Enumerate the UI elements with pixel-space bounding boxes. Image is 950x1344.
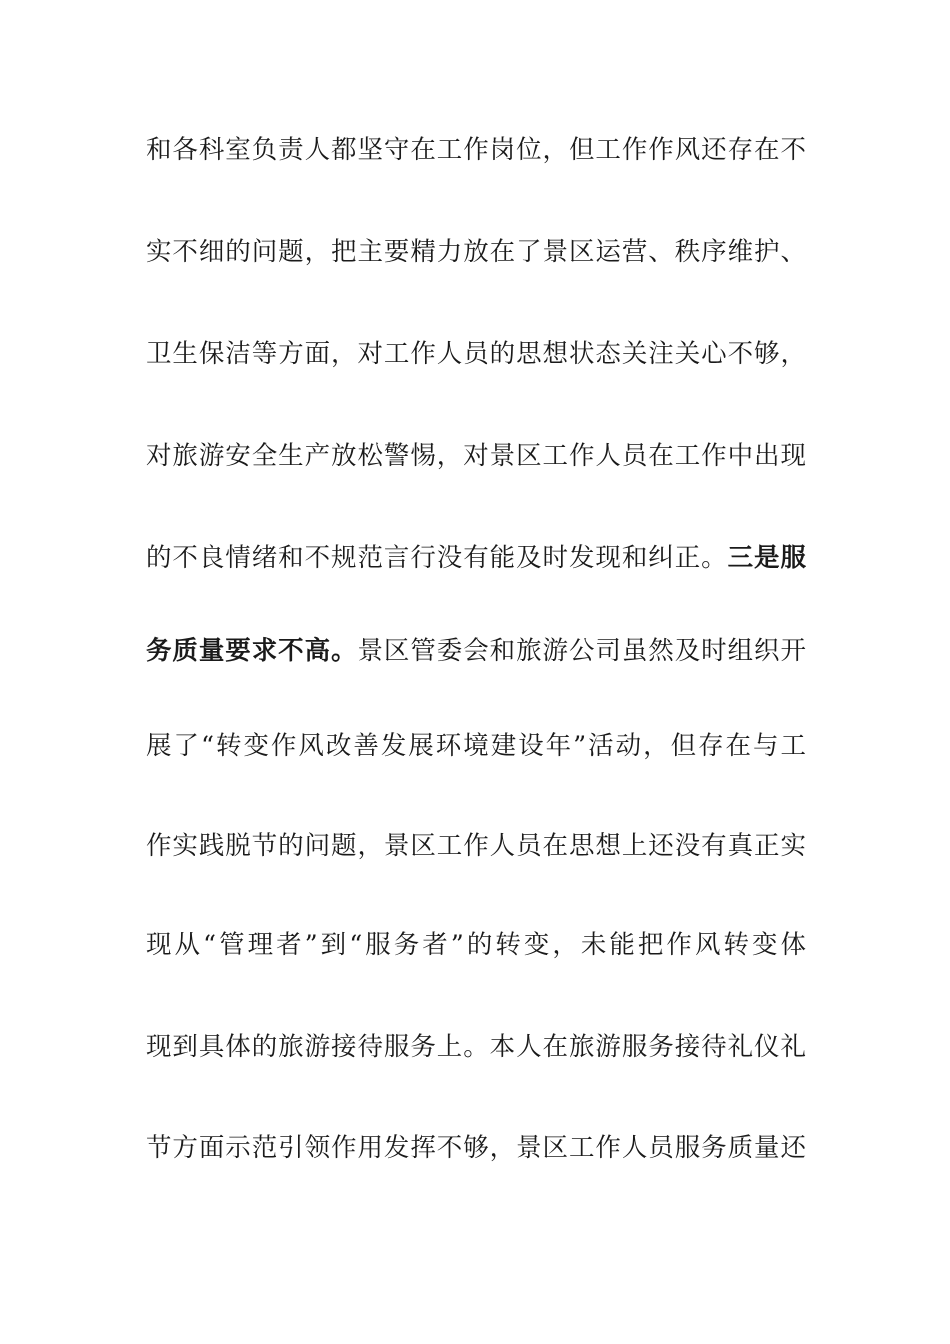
body-text-line	[146, 925, 806, 965]
body-text-line	[146, 1027, 806, 1067]
body-text-line	[146, 726, 806, 766]
bold-heading-text: 务质量要求不高。	[146, 636, 358, 666]
bold-heading-text: 三是服	[727, 543, 806, 573]
body-text-line	[146, 1128, 806, 1168]
body-text-line	[146, 538, 806, 578]
body-text-line	[146, 436, 806, 476]
body-text: 展了“转变作风改善发展环境建设年”活动，但存在与工	[146, 731, 806, 761]
body-text: 作实践脱节的问题，景区工作人员在思想上还没有真正实	[146, 831, 806, 861]
body-text: 现从“管理者”到“服务者”的转变，未能把作风转变体	[146, 930, 806, 960]
body-text: 对旅游安全生产放松警惕，对景区工作人员在工作中出现	[146, 441, 806, 471]
body-text-line	[146, 232, 806, 272]
body-text: 实不细的问题，把主要精力放在了景区运营、秩序维护、	[146, 237, 806, 267]
body-text-line	[146, 130, 806, 170]
body-text: 的不良情绪和不规范言行没有能及时发现和纠正。	[146, 543, 728, 573]
body-text: 节方面示范引领作用发挥不够，景区工作人员服务质量还	[146, 1133, 806, 1163]
body-text: 现到具体的旅游接待服务上。本人在旅游服务接待礼仪礼	[146, 1032, 806, 1062]
body-text-line	[146, 631, 806, 671]
body-text-line	[146, 334, 806, 374]
body-text: 和各科室负责人都坚守在工作岗位，但工作作风还存在不	[146, 135, 806, 165]
body-text-line	[146, 826, 806, 866]
body-text: 卫生保洁等方面，对工作人员的思想状态关注关心不够，	[146, 339, 806, 369]
body-text: 景区管委会和旅游公司虽然及时组织开	[357, 636, 806, 666]
